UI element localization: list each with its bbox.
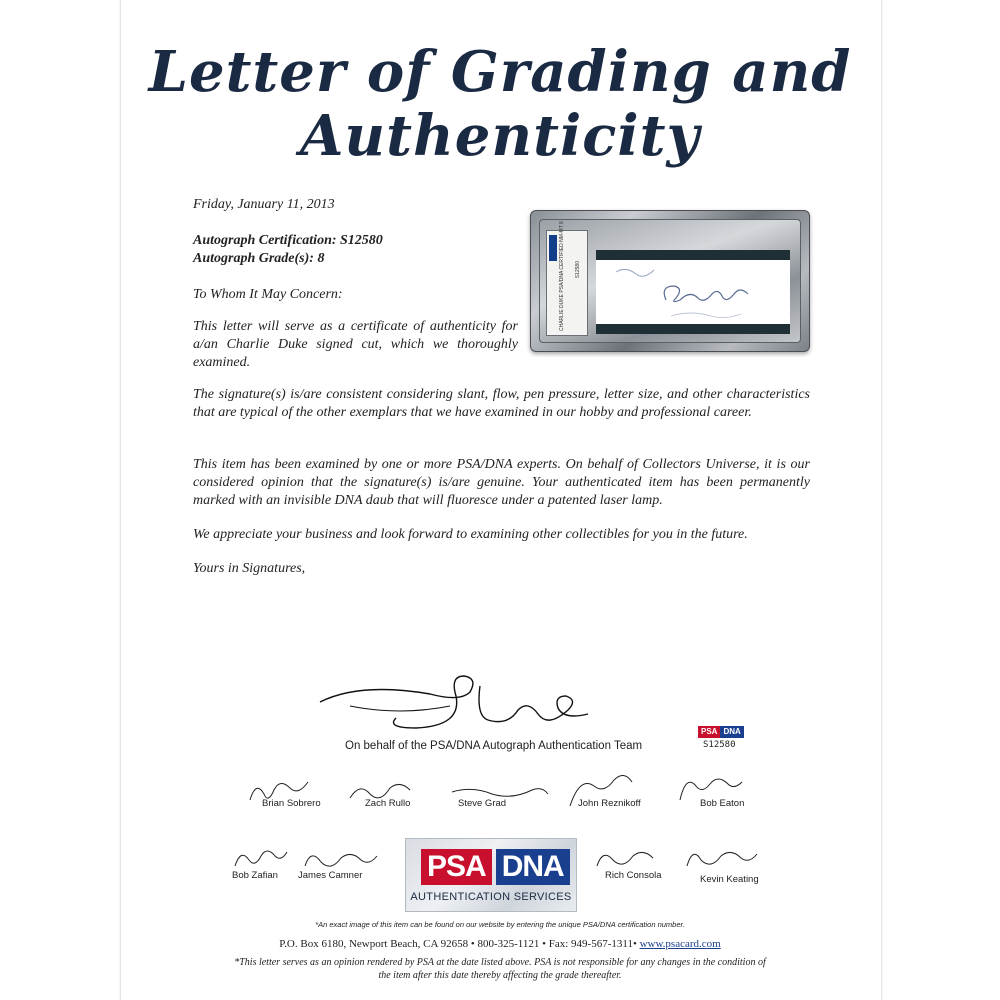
logo-subtitle: AUTHENTICATION SERVICES [410,891,572,903]
slab-case [539,219,801,343]
logo-dna: DNA [496,849,570,885]
graded-slab-image [530,210,810,352]
stamp-cert-number: S12580 [703,740,736,750]
letter-date: Friday, January 11, 2013 [193,197,335,212]
authenticator-name: Bob Eaton [700,798,745,809]
team-caption: On behalf of the PSA/DNA Autograph Authentication Team [345,740,643,752]
disclaimer-line1: *This letter serves as an opinion rendered by PSA at the date listed above. PSA is not responsible for any changes in the condition of [234,957,766,968]
authenticator-name: Zach Rullo [365,798,411,809]
psa-dna-logo [405,838,577,912]
paragraph-appreciation: We appreciate your business and look forward to examining other collectibles for you in the future. [193,527,748,542]
slab-cert: S12580 [575,261,581,279]
stamp-dna: DNA [720,726,743,738]
address-text: P.O. Box 6180, Newport Beach, CA 92658 • 800-325-1121 • Fax: 949-567-1311• [279,938,637,950]
authenticator-name: Rich Consola [605,870,662,881]
slab-label-text: CHARLIE DUKE PSA/DNA CERTIFIED NM-MT 8 [559,221,565,331]
footer-address [120,938,880,950]
authenticator-name: James Camner [298,870,363,881]
cut-signature [596,260,802,324]
paragraph-signature: The signature(s) is/are consistent considering slant, flow, pen pressure, letter size, and other characteristics that are typical of the other exemplars that we have examined in our hobby and professional career. [193,387,810,420]
website-link[interactable]: www.psacard.com [639,938,721,950]
footer-note-image: *An exact image of this item can be found on our website by entering the unique PSA/DNA certification number. [315,920,685,929]
slab-psa-badge [549,235,557,261]
autograph-grade: Autograph Grade(s): 8 [193,251,325,266]
closing: Yours in Signatures, [193,561,306,576]
team-signature [310,672,600,742]
stamp-psa: PSA [698,726,720,738]
logo-psa: PSA [421,849,492,885]
psa-dna-stamp [698,726,756,738]
logo-wordmark [421,849,570,885]
paragraph-certificate: This letter will serve as a certificate of authenticity for a/an Charlie Duke signed cut, which we thoroughly examined. [193,319,518,370]
letter-title-line2: Authenticity [299,103,700,169]
authenticator-name: Steve Grad [458,798,507,809]
authenticator-name: Kevin Keating [700,874,759,885]
signed-cut [596,250,790,334]
certification-number: Autograph Certification: S12580 [193,233,383,248]
authenticator-name: Brian Sobrero [262,798,321,809]
letter-title-line1: Letter of Grading and [148,39,852,105]
disclaimer-line2: the item after this date thereby affecting the grade thereafter. [378,970,622,981]
authenticator-name: Bob Zafian [232,870,278,881]
salutation: To Whom It May Concern: [193,287,343,302]
authenticator-name: John Reznikoff [578,798,641,809]
paragraph-examined: This item has been examined by one or more PSA/DNA experts. On behalf of Collectors Universe, it is our considered opinion that the signature(s) is/are genuine. Your authenticated item has been permanently marked with an invisible DNA daub that will fluoresce under a patented laser lamp. [193,457,810,508]
slab-label [546,221,588,336]
footer-disclaimer [120,956,880,982]
